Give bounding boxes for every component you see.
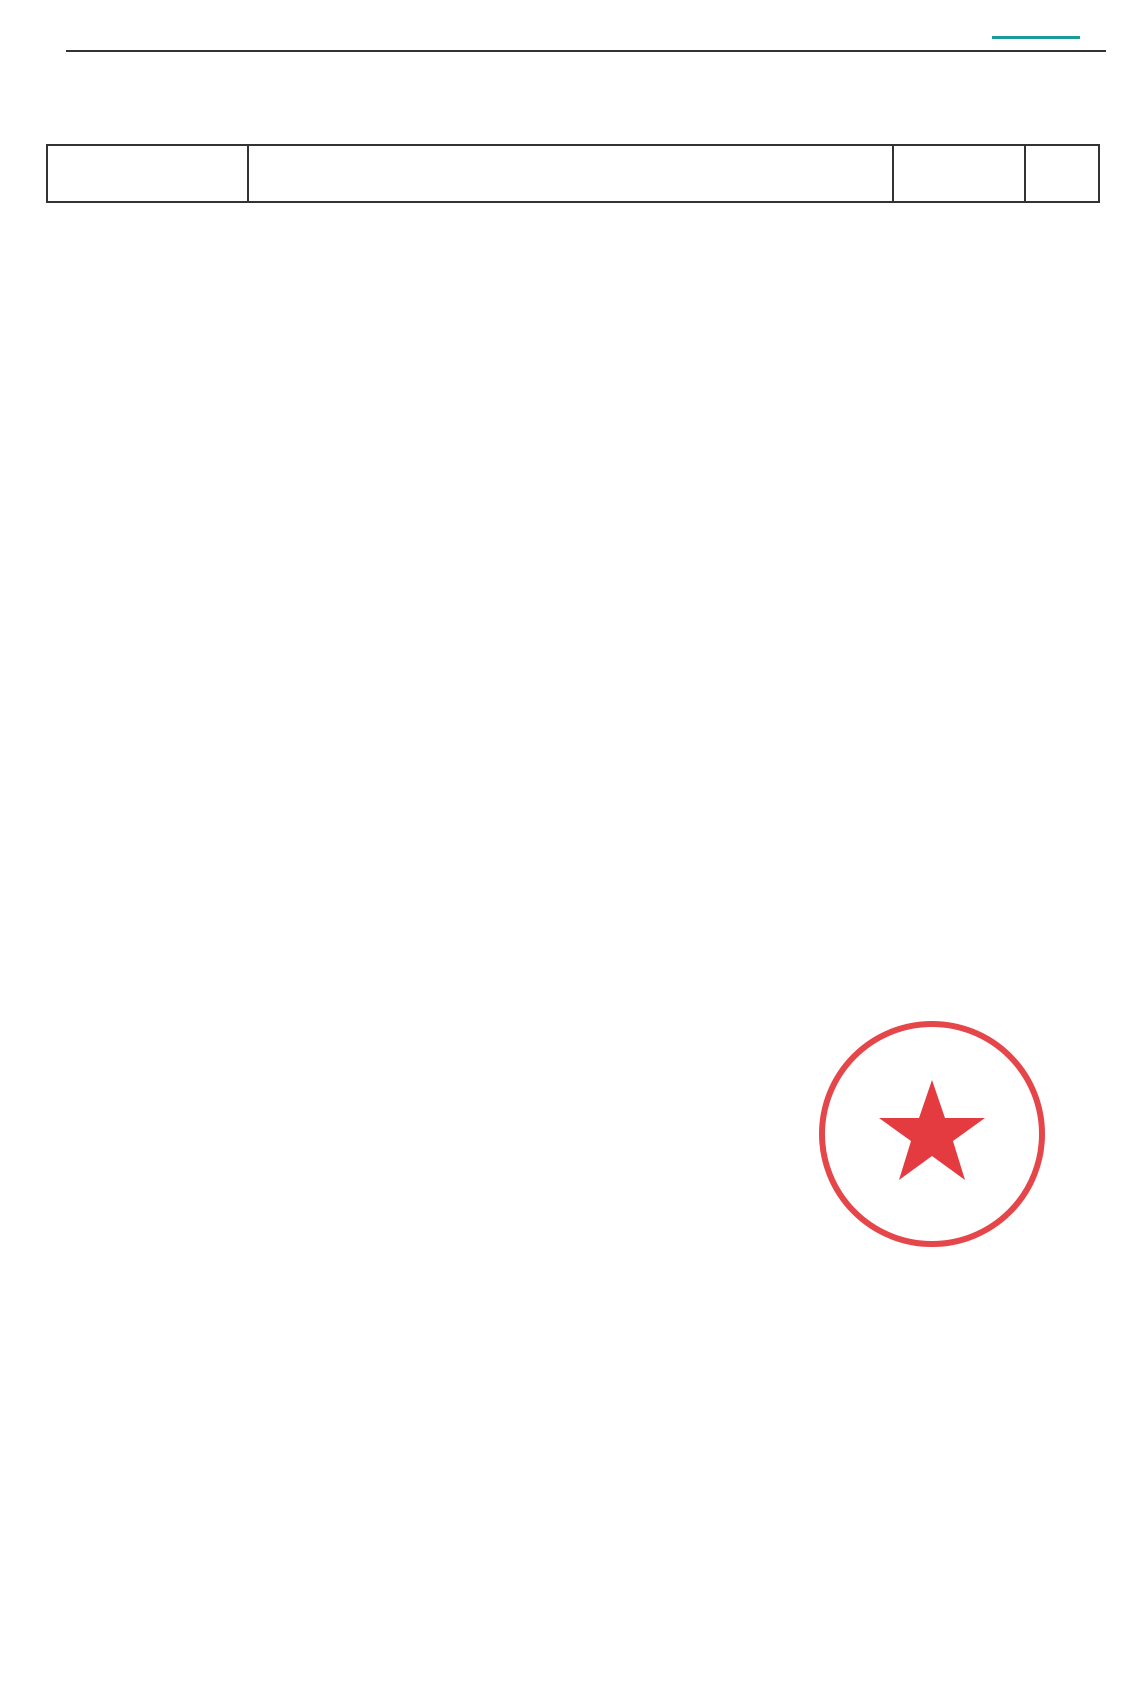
signature-row — [72, 1262, 1072, 1312]
page-header — [0, 0, 1137, 50]
task-type-cell — [893, 145, 1099, 202]
approver-signature — [927, 1262, 1127, 1312]
editor-signature — [222, 1262, 422, 1312]
task-type-value — [1026, 146, 1098, 201]
task-type-label — [894, 146, 1026, 201]
qtt-logo — [992, 4, 1084, 40]
report-table — [46, 144, 1100, 203]
reviewer-signature — [572, 1262, 772, 1312]
table-row — [47, 145, 1099, 202]
sample-name-value — [248, 145, 893, 202]
header-divider — [66, 50, 1106, 52]
official-seal-stamp — [808, 1010, 1056, 1258]
sample-name-label — [47, 145, 248, 202]
